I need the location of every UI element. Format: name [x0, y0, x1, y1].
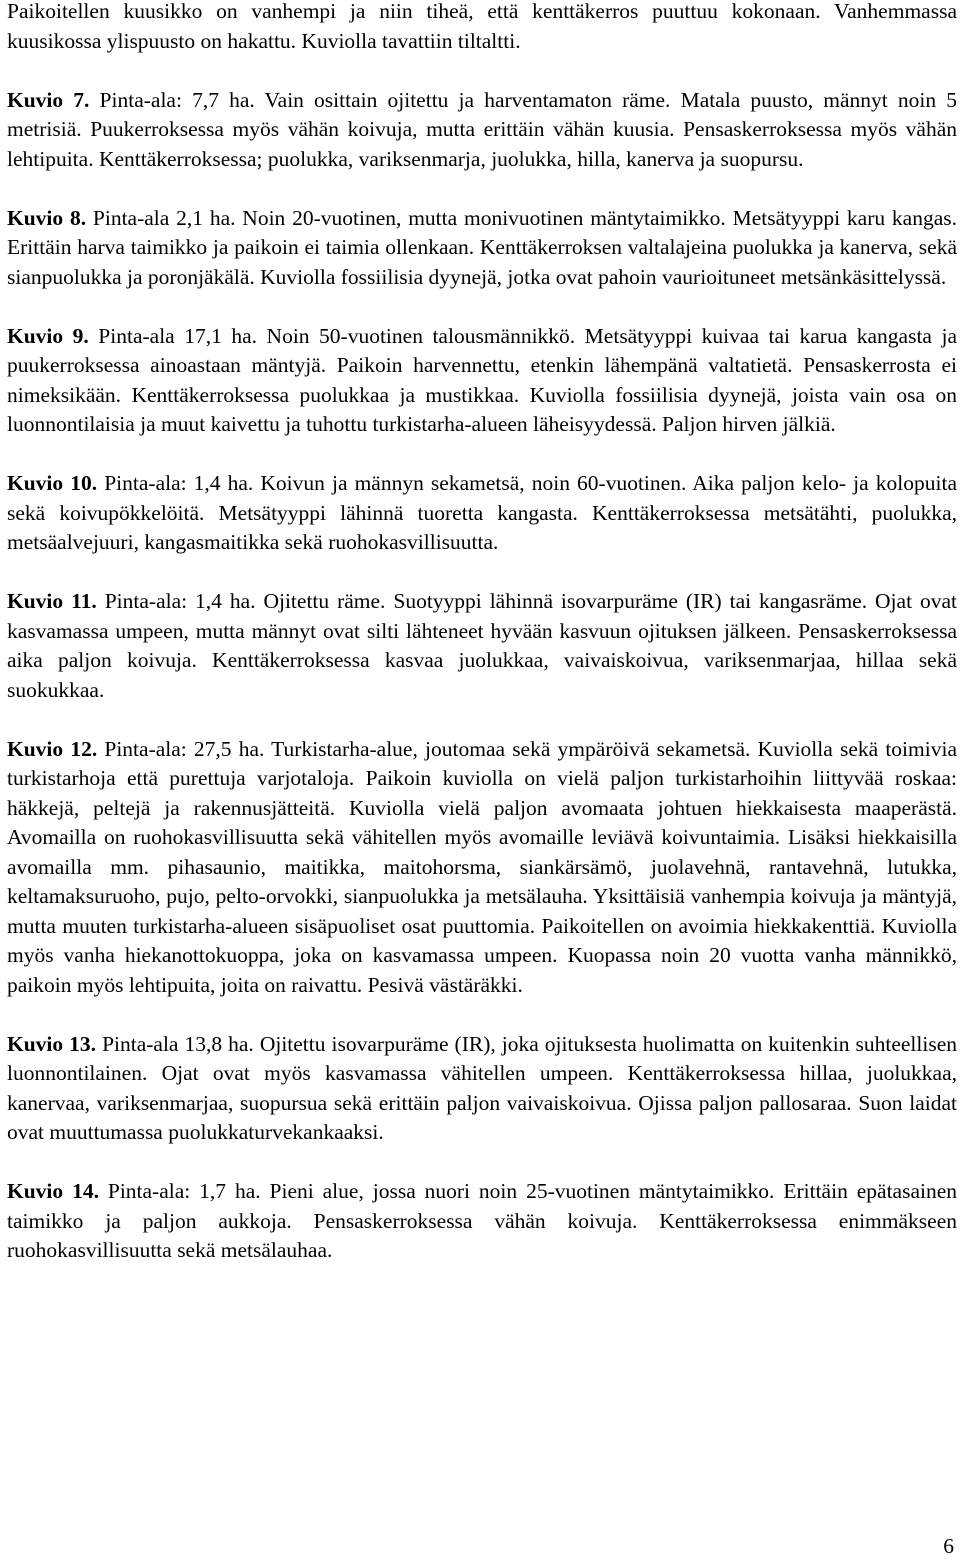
paragraph-text: Pinta-ala 17,1 ha. Noin 50-vuotinen talousmännikkö. Metsätyyppi kuivaa tai karua kangasta ja puukerroksessa ainoastaan mäntyjä. Paikoin harvennettu, etenkin lähempänä valtatietä. Pensaskerrosta ei nimeksikään. Kenttäkerroksessa puolukkaa ja mustikkaa. Kuviolla fossiilisia dyynejä, joista vain osa on luonnontilaisia ja muut kaivettu ja tuhottu turkistarha-alueen läheisyydessä. Paljon hirven jälkiä. [7, 323, 957, 436]
figure-label: Kuvio 8. [7, 205, 87, 230]
paragraph-text: Pinta-ala: 1,7 ha. Pieni alue, jossa nuori noin 25-vuotinen mäntytaimikko. Erittäin epätasainen taimikko ja paljon aukkoja. Pensaskerroksessa vähän koivuja. Kenttäkerroksessa enimmäkseen ruohokasvillisuutta sekä metsälauhaa. [7, 1179, 958, 1262]
paragraph-text: Pinta-ala: 27,5 ha. Turkistarha-alue, joutomaa sekä ympäröivä sekametsä. Kuviolla sekä toimivia turkistarhoja että purettuja varjotaloja. Paikoin kuviolla on vielä paljon turkistarhoihin liittyvää roskaa: häkkejä, peltejä ja rakennusjätteitä. Kuviolla vielä paljon avomaata johtuen hiekkaisesta maaperästä. Avomailla on ruohokasvillisuutta sekä vähitellen myös avomaille leviävä koivuntaimia. Lisäksi hiekkaisilla avomailla mm. pihasaunio, maitikka, maitohorsma, siankärsämö, juolavehnä, rantavehnä, lutukka, keltamaksuruoho, pujo, pelto-orvokki, sianpuolukka ja metsälauha. Yksittäisiä vanhempia koivuja ja mäntyjä, mutta muuten turkistarha-alueen sisäpuoliset osat puuttomia. Paikoitellen on avoimia hiekkakenttiä. Kuviolla myös vanha hiekanottokuoppa, joka on kasvamassa umpeen. Kuopassa noin 20 vuotta vanha männikkö, paikoin myös lehtipuita, joita on raivattu. Pesivä västäräkki. [7, 736, 957, 997]
paragraph-text: Pinta-ala 2,1 ha. Noin 20-vuotinen, mutta monivuotinen mäntytaimikko. Metsätyyppi karu kangas. Erittäin harva taimikko ja paikoin ei taimia ollenkaan. Kenttäkerroksen valtalajeina puolukka ja kanerva, sekä sianpuolukka ja poronjäkälä. Kuviolla fossiilisia dyynejä, jotka ovat pahoin vaurioituneet metsänkäsittelyssä. [7, 205, 957, 289]
paragraph-kuvio-10 [7, 469, 957, 558]
paragraph-text: Pinta-ala: 7,7 ha. Vain osittain ojitettu ja harventamaton räme. Matala puusto, männyt noin 5 metrisiä. Puukerroksessa myös vähän koivuja, mutta erittäin vähän kuusia. Pensaskerroksessa myös vähän lehtipuita. Kenttäkerroksessa; puolukka, variksenmarja, juolukka, hilla, kanerva ja suopursu. [7, 87, 957, 171]
figure-label: Kuvio 7. [7, 87, 90, 112]
paragraph-kuvio-8 [7, 204, 957, 293]
paragraph-kuvio-12 [7, 735, 957, 1001]
figure-label: Kuvio 10. [7, 471, 98, 495]
paragraph-kuvio-13 [7, 1030, 957, 1148]
figure-label: Kuvio 12. [7, 736, 98, 761]
paragraph-text: Pinta-ala: 1,4 ha. Koivun ja männyn sekametsä, noin 60-vuotinen. Aika paljon kelo- ja kolopuita sekä koivupökkelöitä. Metsätyyppi lähinnä tuoretta kangasta. Kenttäkerroksessa metsätähti, puolukka, metsäalvejuuri, kangasmaitikka sekä ruohokasvillisuutta. [7, 471, 957, 554]
document-page [7, 0, 957, 1266]
paragraph-kuvio-14 [7, 1177, 957, 1266]
paragraph-text: Paikoitellen kuusikko on vanhempi ja niin tiheä, että kenttäkerros puuttuu kokonaan. Vanhemmassa kuusikossa ylispuusto on hakattu. Kuviolla tavattiin tiltaltti. [7, 0, 957, 53]
page-number: 6 [943, 1534, 954, 1558]
figure-label: Kuvio 11. [7, 589, 97, 613]
figure-label: Kuvio 14. [7, 1179, 99, 1203]
paragraph-intro [7, 0, 957, 56]
paragraph-text: Pinta-ala: 1,4 ha. Ojitettu räme. Suotyyppi lähinnä isovarpuräme (IR) tai kangasräme. Ojat ovat kasvamassa umpeen, mutta männyt ovat silti lähteneet hyvään kasvuun ojituksen jälkeen. Pensaskerroksessa aika paljon koivuja. Kenttäkerroksessa kasvaa juolukkaa, vaivaiskoivua, variksenmarjaa, hillaa sekä suokukkaa. [7, 589, 957, 702]
paragraph-kuvio-9 [7, 322, 957, 440]
figure-label: Kuvio 9. [7, 323, 89, 348]
paragraph-kuvio-11 [7, 587, 957, 705]
paragraph-kuvio-7 [7, 86, 957, 175]
paragraph-text: Pinta-ala 13,8 ha. Ojitettu isovarpuräme (IR), joka ojituksesta huolimatta on kuitenkin suhteellisen luonnontilainen. Ojat ovat myös kasvamassa vähitellen umpeen. Kenttäkerroksessa hillaa, juolukkaa, kanervaa, variksenmarjaa, suopursua sekä erittäin paljon vaivaiskoivua. Ojissa paljon pallosaraa. Suon laidat ovat muuttumassa puolukkaturvekankaaksi. [7, 1031, 957, 1144]
figure-label: Kuvio 13. [7, 1031, 97, 1056]
